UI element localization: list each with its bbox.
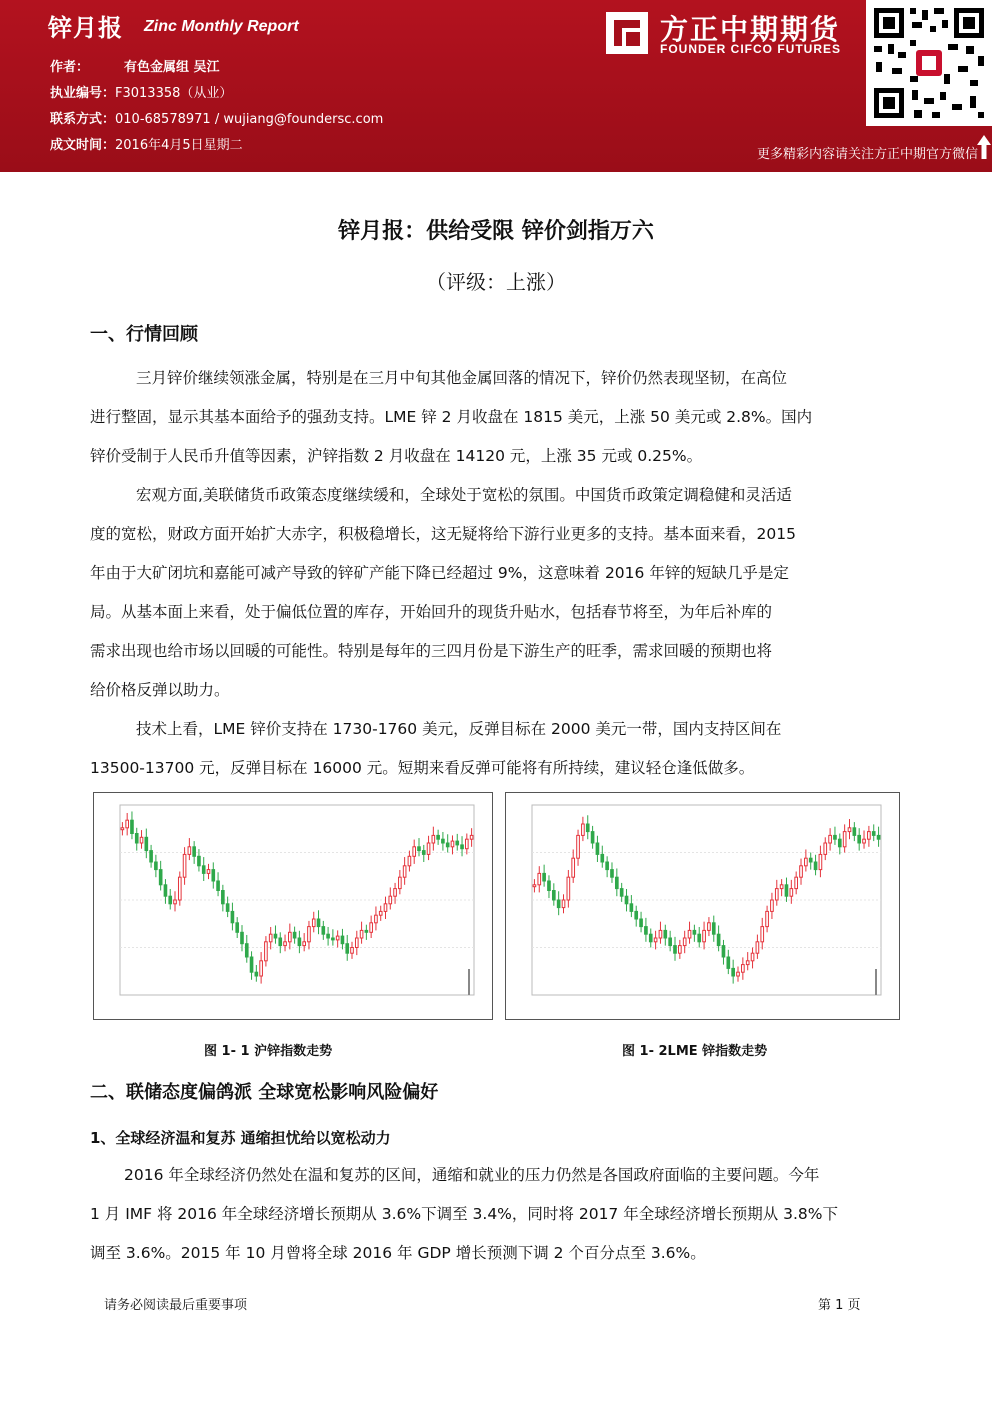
subsection1-heading: 1、全球经济温和复苏 通缩担忧给以宽松动力 <box>90 1129 391 1147</box>
candle-body <box>155 862 158 870</box>
candle-body <box>557 900 560 908</box>
candle-body <box>312 919 315 927</box>
candle-body <box>327 934 330 938</box>
candle-body <box>379 911 382 915</box>
candle-body <box>384 904 387 912</box>
chart-lme-zinc-index <box>505 792 900 1020</box>
candle-body <box>135 834 138 844</box>
candle-body <box>785 885 788 896</box>
candle-body <box>432 835 435 843</box>
founder-logo-icon <box>604 10 650 56</box>
candle-body <box>737 972 740 976</box>
candle-body <box>712 923 715 934</box>
candle-body <box>819 854 822 869</box>
candle-body <box>222 891 225 904</box>
candle-body <box>217 881 220 891</box>
candle-body <box>202 866 205 874</box>
candlestick-plot <box>94 793 492 1019</box>
brand-cn: 锌月报 <box>48 14 123 42</box>
candle-body <box>188 847 191 855</box>
text-line: 年由于大矿闭坑和嘉能可减产导致的锌矿产能下降已经超过 9%，这意味着 2016 年锌的短缺几乎是定 <box>90 564 789 582</box>
candle-body <box>664 930 667 938</box>
candle-body <box>591 832 594 843</box>
candle-body <box>131 820 134 833</box>
candle-body <box>183 854 186 877</box>
text-line: 技术上看，LME 锌价支持在 1730-1760 美元，反弹目标在 2000 美元一带，国内支持区间在 <box>136 720 782 738</box>
candle-body <box>877 835 880 839</box>
candle-body <box>727 957 730 968</box>
text-line: 2016 年全球经济仍然处在温和复苏的区间，通缩和就业的压力仍然是各国政府面临的主要问题。今年 <box>124 1166 820 1184</box>
candle-body <box>649 934 652 942</box>
candle-body <box>193 847 196 857</box>
text-line: 宏观方面,美联储货币政策态度继续缓和，全球处于宽松的氛围。中国货币政策定调稳健和灵活适 <box>136 486 792 504</box>
license-label: 执业编号： <box>50 86 116 101</box>
candle-body <box>872 832 875 836</box>
candle-body <box>341 936 344 944</box>
author-value: 有色金属组 吴江 <box>124 60 220 75</box>
candle-body <box>562 900 565 908</box>
candle-body <box>814 862 817 870</box>
arrow-up-icon <box>976 134 992 160</box>
candle-body <box>255 972 258 976</box>
license-row <box>50 82 232 101</box>
candle-body <box>848 828 851 832</box>
text-line: 局。从基本面上来看，处于偏低位置的库存，开始回升的现货升贴水，包括春节将至，为年后补库的 <box>90 603 773 621</box>
candle-body <box>442 839 445 843</box>
candle-body <box>863 839 866 843</box>
candle-body <box>824 843 827 854</box>
candle-body <box>586 824 589 832</box>
candle-body <box>669 938 672 946</box>
contact-value: 010-68578971 / wujiang@foundersc.com <box>115 112 384 127</box>
candle-body <box>567 877 570 900</box>
candle-body <box>150 851 153 862</box>
candle-body <box>360 930 363 938</box>
candle-body <box>703 930 706 941</box>
candle-body <box>693 930 696 934</box>
candle-body <box>298 938 301 946</box>
text-line: 三月锌价继续领涨金属，特别是在三月中旬其他金属回落的情况下，锌价仍然表现坚韧，在高位 <box>136 369 788 387</box>
text-line: 给价格反弹以助力。 <box>90 681 230 699</box>
qr-code-icon <box>866 0 992 126</box>
candle-body <box>615 877 618 888</box>
candle-body <box>746 961 749 965</box>
candle-body <box>635 911 638 919</box>
candle-body <box>394 889 397 897</box>
candle-body <box>289 932 292 942</box>
candle-body <box>698 934 701 942</box>
candle-body <box>708 923 711 931</box>
candle-body <box>437 835 440 839</box>
text-line: 1 月 IMF 将 2016 年全球经济增长预期从 3.6%下调至 3.4%，同时将 2017 年全球经济增长预期从 3.8%下 <box>90 1205 839 1223</box>
logo-cn: 方正中期期货 <box>660 13 841 46</box>
candle-body <box>422 851 425 855</box>
candle-body <box>365 930 368 932</box>
text-line: 需求出现也给市场以回暖的可能性。特别是每年的三四月份是下游生产的旺季，需求回暖的预期也将 <box>90 642 773 660</box>
candle-body <box>800 866 803 877</box>
candle-body <box>761 927 764 942</box>
candle-body <box>843 832 846 847</box>
report-title: 锌月报：供给受限 锌价剑指万六 <box>338 219 654 244</box>
report-rating: （评级：上涨） <box>426 270 566 294</box>
candle-body <box>403 866 406 877</box>
candle-body <box>446 843 449 847</box>
contact-label: 联系方式： <box>50 112 116 127</box>
candle-body <box>178 877 181 900</box>
candle-body <box>399 877 402 888</box>
candle-body <box>775 889 778 900</box>
candle-body <box>346 944 349 954</box>
paragraph-macro <box>90 476 902 710</box>
candle-body <box>413 847 416 857</box>
author-label: 作者： <box>50 60 90 75</box>
footer-notice: 请务必阅读最后重要事项 <box>104 1298 248 1313</box>
candle-body <box>659 930 662 938</box>
candle-body <box>582 824 585 835</box>
candle-body <box>780 885 783 889</box>
candle-body <box>751 953 754 961</box>
candle-body <box>461 845 464 849</box>
candle-body <box>303 942 306 946</box>
candle-body <box>717 934 720 945</box>
candle-body <box>308 927 311 942</box>
candle-body <box>169 896 172 904</box>
candle-body <box>640 919 643 927</box>
candle-body <box>868 832 871 840</box>
candle-body <box>164 885 167 896</box>
candle-body <box>683 938 686 946</box>
qr-code <box>866 0 992 126</box>
candle-body <box>226 904 229 912</box>
candle-body <box>756 942 759 953</box>
candle-body <box>790 889 793 897</box>
candle-body <box>805 858 808 866</box>
candle-body <box>456 841 459 845</box>
candle-body <box>552 891 555 901</box>
candle-body <box>212 870 215 881</box>
candle-body <box>596 843 599 854</box>
candle-body <box>145 837 148 850</box>
author-row <box>50 56 220 75</box>
candle-body <box>538 873 541 884</box>
candle-body <box>375 915 378 923</box>
candle-body <box>829 835 832 843</box>
date-row <box>50 134 243 153</box>
text-line: 进行整固，显示其基本面给予的强劲支持。LME 锌 2 月收盘在 1815 美元，上涨 50 美元或 2.8%。国内 <box>90 408 813 426</box>
candle-body <box>451 841 454 847</box>
date-label: 成文时间： <box>50 138 116 153</box>
candle-body <box>231 911 234 922</box>
candle-body <box>620 889 623 897</box>
candle-body <box>121 828 124 830</box>
candle-body <box>126 820 129 828</box>
candle-body <box>269 934 272 942</box>
candle-body <box>679 946 682 954</box>
paragraph-market-review <box>90 359 902 476</box>
candle-body <box>838 839 841 847</box>
footer-page-number: 第 1 页 <box>818 1298 861 1313</box>
logo-en: FOUNDER CIFCO FUTURES <box>660 42 841 56</box>
chart-shfe-zinc-index <box>93 792 493 1020</box>
candle-body <box>293 932 296 938</box>
candle-body <box>207 870 210 874</box>
candle-body <box>766 911 769 926</box>
candle-body <box>809 858 812 862</box>
candle-body <box>543 873 546 881</box>
candle-body <box>548 881 551 891</box>
candle-body <box>645 927 648 935</box>
candle-body <box>265 942 268 961</box>
text-line: 调至 3.6%。2015 年 10 月曾将全球 2016 年 GDP 增长预测下调 2 个百分点至 3.6%。 <box>90 1244 706 1262</box>
candle-body <box>236 923 239 933</box>
candle-body <box>140 837 143 843</box>
candle-body <box>355 938 358 948</box>
candle-body <box>722 946 725 957</box>
text-line: 锌价受制于人民币升值等因素，沪锌指数 2 月收盘在 14120 元，上涨 35 元或 0.25%。 <box>90 447 703 465</box>
candle-body <box>351 948 354 954</box>
candle-body <box>688 930 691 938</box>
contact-row <box>50 108 383 127</box>
candle-body <box>674 946 677 954</box>
paragraph-global-economy <box>90 1156 902 1273</box>
candle-body <box>260 961 263 976</box>
brand-en: Zinc Monthly Report <box>144 18 299 35</box>
candle-body <box>336 936 339 940</box>
candle-body <box>408 856 411 866</box>
candle-body <box>370 923 373 933</box>
figure2-caption: 图 1- 2LME 锌指数走势 <box>622 1044 768 1059</box>
candle-body <box>533 885 536 887</box>
volume-bar <box>468 969 470 995</box>
text-line: 度的宽松，财政方面开始扩大赤字，积极稳增长，这无疑将给下游行业更多的支持。基本面来看，2015 <box>90 525 796 543</box>
volume-bar <box>875 969 877 995</box>
candle-body <box>577 835 580 858</box>
candle-body <box>159 870 162 885</box>
candle-body <box>611 870 614 878</box>
candle-body <box>572 858 575 877</box>
wechat-follow-note: 更多精彩内容请关注方正中期官方微信 <box>756 147 978 162</box>
candle-body <box>742 965 745 973</box>
candle-body <box>322 927 325 935</box>
candle-body <box>389 896 392 904</box>
paragraph-technical <box>90 710 902 788</box>
candle-body <box>274 934 277 938</box>
candle-body <box>795 877 798 888</box>
candle-body <box>858 835 861 843</box>
section2-heading: 二、联储态度偏鸽派 全球宽松影响风险偏好 <box>90 1082 439 1103</box>
figure1-caption: 图 1- 1 沪锌指数走势 <box>204 1044 333 1059</box>
section1-heading: 一、行情回顾 <box>90 324 198 345</box>
candle-body <box>427 843 430 854</box>
candle-body <box>853 828 856 836</box>
candle-body <box>418 847 421 851</box>
candle-body <box>241 932 244 943</box>
candle-body <box>470 835 473 839</box>
candle-body <box>654 938 657 942</box>
company-logo <box>604 8 854 58</box>
candle-body <box>245 944 248 957</box>
candle-body <box>771 900 774 911</box>
candle-body <box>174 900 177 904</box>
text-line: 13500-13700 元，反弹目标在 16000 元。短期来看反弹可能将有所持续，建议轻仓逢低做多。 <box>90 759 755 777</box>
candle-body <box>630 904 633 912</box>
candle-body <box>466 839 469 849</box>
candle-body <box>198 856 201 866</box>
candle-body <box>284 942 287 946</box>
candle-body <box>606 862 609 870</box>
candlestick-plot <box>506 793 899 1019</box>
candle-body <box>279 938 282 946</box>
report-header <box>0 0 992 172</box>
candle-body <box>332 938 335 940</box>
date-value: 2016年4月5日星期二 <box>115 138 243 153</box>
candle-body <box>317 919 320 927</box>
candle-body <box>601 854 604 862</box>
candle-body <box>834 835 837 839</box>
candle-body <box>732 968 735 976</box>
candle-body <box>250 957 253 972</box>
candle-body <box>625 896 628 904</box>
license-value: F3013358（从业） <box>115 86 233 101</box>
